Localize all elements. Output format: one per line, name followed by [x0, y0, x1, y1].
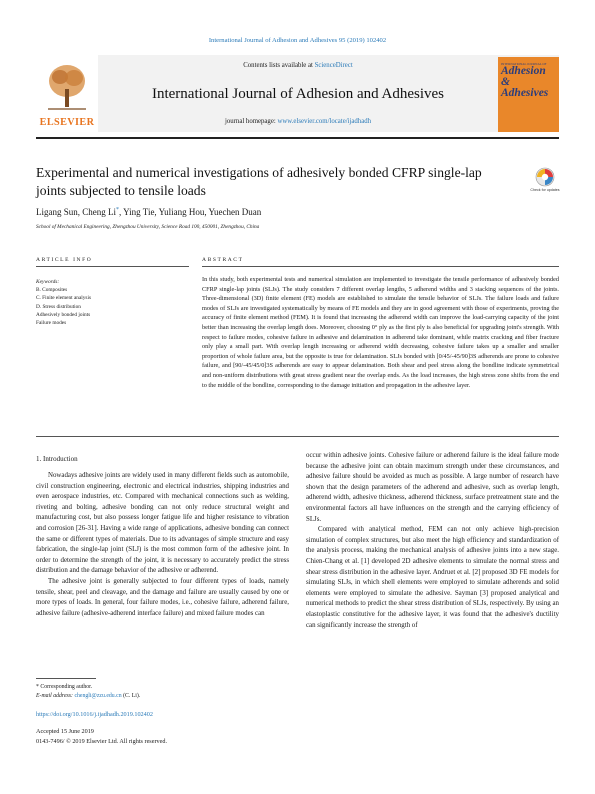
body-paragraph: Compared with analytical method, FEM can not only achieve high-precision simulation of complex structures, but also meet the high efficiency and standardization of the analysis process, making the mechanical analysis of adhesive joints into a new stage. Chien-Chang et al. [1] developed 2D adhesive elements to simulate the normal stress and shear stress distribution in the adhesive layer. Andruet et al. [2] proposed 3D FE models for simulating SLJs, in which shell elements were employed to simulate adherends and solid elements were employed to simulate the adhesive. Sayman [3] proposed analytical and numerical methods to predict the shear stress distribution of SLJs, respectively. By using an elastoplastic constitutive for the adhesive layer, it was found that the adhesive's ductility can significantly increase the strength of	[306, 526, 559, 629]
corresponding-author-note: * Corresponding author.	[36, 684, 93, 690]
elsevier-tree-logo	[44, 61, 90, 113]
email-line	[36, 692, 140, 701]
contents-line	[100, 62, 496, 69]
abstract-heading: ABSTRACT	[202, 257, 244, 263]
authors-part2: , Ying Tie, Yuliang Hou, Yuechen Duan	[119, 207, 262, 217]
publisher-name: ELSEVIER	[39, 117, 95, 128]
doi-link[interactable]: https://doi.org/10.1016/j.ijadhadh.2019.102402	[36, 711, 153, 718]
front-matter-rule	[36, 436, 559, 437]
affiliation: School of Mechanical Engineering, Zhengzhou University, Science Road 100, 450001, Zhengzhou, China	[36, 224, 260, 230]
header-rule	[36, 137, 559, 139]
abstract-text: In this study, both experimental tests and numerical simulation are implemented to investigate the tensile performance of adhesively bonded CFRP single-lap joints (SLJs). The study considers 7 different overlap lengths, 5 adherend widths and 3 stacking sequences of the joints. Three-dimensional (3D) finite element (FE) models are established to simulate the tensile behavior of SLJs. The failure loads and failure modes of SLJs are investigated systematically by means of FE models and they are in good agreement with those of experiments, proving the accuracy of finite element method (FEM). It is found that increasing the adherend width can improve the load-carrying capacity of the joint better than increasing the overlap length does. Moreover, choosing 0° ply as the first ply is also beneficial for upgrading joint's strength. With respect to failure modes, cohesive failure in adhesive and delamination in adherend take dominant, while matrix cracking and fiber fracture only play a small part. With overlap length increasing or adherend width decreasing, cohesive failure takes up a smaller and smaller proportion of whole failure area, but the opposite is true for delamination. SLJs bonded with [0/45/-45/90]3S adherends are prone to cohesive failure, and [90/-45/45/0]3S adherends are easy to appear delamination. Both shear and peel stress along the bondline indicate symmetrical and non-uniform distributions with great stress gradient near the overlap ends. As the load increases, the high stress zone shifts from the end to the middle of the bondline, corresponding to the damage initiation and propagation in the adhesive layer.	[202, 276, 559, 389]
authors-part1: Ligang Sun, Cheng Li	[36, 207, 116, 217]
body-column-left	[36, 471, 289, 619]
keywords-title: Keywords:	[36, 279, 60, 285]
cover-title	[501, 66, 557, 99]
article-title: Experimental and numerical investigations of adhesively bonded CFRP single-lap joints subjected to tensile loads	[36, 165, 482, 198]
abstract-rule	[202, 266, 559, 267]
keyword-item: Adhesively bonded joints	[36, 311, 91, 318]
corresponding-marker[interactable]: *	[116, 207, 119, 213]
body-paragraph: Nowadays adhesive joints are widely used in many different fields such as automobile, civil construction engineering, electronic and electrical industries, shipping industries and even aerospace industries, etc. Compared with mechanical connections such as welding, riveting and bolting, adhesive bonding can not only reduce structural weight and manufacturing cost, but also possess longer fatigue life and higher resistance to vibration and corrosion [26-31]. Having a wide range of applications, adhesive bonding can connect the same or different types of materials. Due to its advantages of simple structure and easy fabrication, the single-lap joint (SLJ) is the most common form of the adhesive joint. In order to determine the strength of the joint, it is necessary to accurately predict the stress distribution and the damage behavior of the adhesive or adherend.	[36, 472, 289, 575]
crossmark-icon[interactable]	[532, 166, 558, 196]
journal-citation[interactable]: International Journal of Adhesion and Adhesives 95 (2019) 102402	[208, 37, 387, 44]
body-column-right	[306, 451, 559, 631]
journal-title: International Journal of Adhesion and Adhesives	[151, 86, 445, 102]
journal-homepage	[100, 118, 496, 125]
email-label: E-mail address:	[36, 693, 75, 699]
crossmark-label: Check for updates	[530, 188, 560, 192]
author-list	[36, 207, 261, 217]
email-link[interactable]: chengli@zzu.edu.cn	[74, 693, 122, 699]
sciencedirect-link[interactable]: ScienceDirect	[314, 62, 353, 69]
cover-title-line2: Adhesives	[501, 87, 549, 99]
cover-title-line1: Adhesion &	[501, 65, 546, 88]
article-info-rule	[36, 266, 189, 267]
publication-info	[36, 727, 167, 746]
accepted-date: Accepted 15 June 2019	[36, 728, 94, 735]
keyword-item: Failure modes	[36, 320, 67, 327]
homepage-link[interactable]: www.elsevier.com/locate/ijadhadh	[277, 118, 372, 125]
contents-prefix: Contents lists available at	[243, 62, 315, 69]
copyright-line: 0143-7496/ © 2019 Elsevier Ltd. All rights reserved.	[36, 737, 168, 745]
keyword-item: D. Stress distribution	[36, 303, 81, 310]
keyword-item: C. Finite element analysis	[36, 295, 92, 302]
body-paragraph: occur within adhesive joints. Cohesive failure or adherend failure is the ideal failure mode because the adhesive joint can obtain maximum strength under these circumstances, and adhesive failure should be avoided as much as possible. A large number of research have shown that the design parameters of the adherend and adhesive, such as overlap length, adherend width, adhesive thickness, adherend thickness, surface pretreatment state and the environmental factors all have influences on the strength and the carrying efficiency of SLJs.	[306, 452, 559, 523]
homepage-prefix: journal homepage:	[224, 118, 278, 125]
keywords-list	[36, 286, 91, 327]
introduction-heading: 1. Introduction	[36, 455, 78, 463]
footnote	[36, 683, 140, 701]
keyword-item: B. Composites	[36, 287, 68, 293]
email-suffix: (C. Li).	[121, 693, 141, 699]
cover-journal-line: INTERNATIONAL JOURNAL OF	[501, 62, 547, 66]
body-paragraph: The adhesive joint is generally subjected to four different types of loads, namely tensile, shear, peel and cleavage, and the damage and failure are usually caused by one or more types of loads. In general, four failure modes, i.e., cohesive failure, adherend failure, adhesive failure (adhesive-adherend interface failure) and mixed failure modes can	[36, 577, 289, 617]
footnote-rule	[36, 678, 96, 679]
article-info-heading: ARTICLE INFO	[36, 257, 93, 263]
